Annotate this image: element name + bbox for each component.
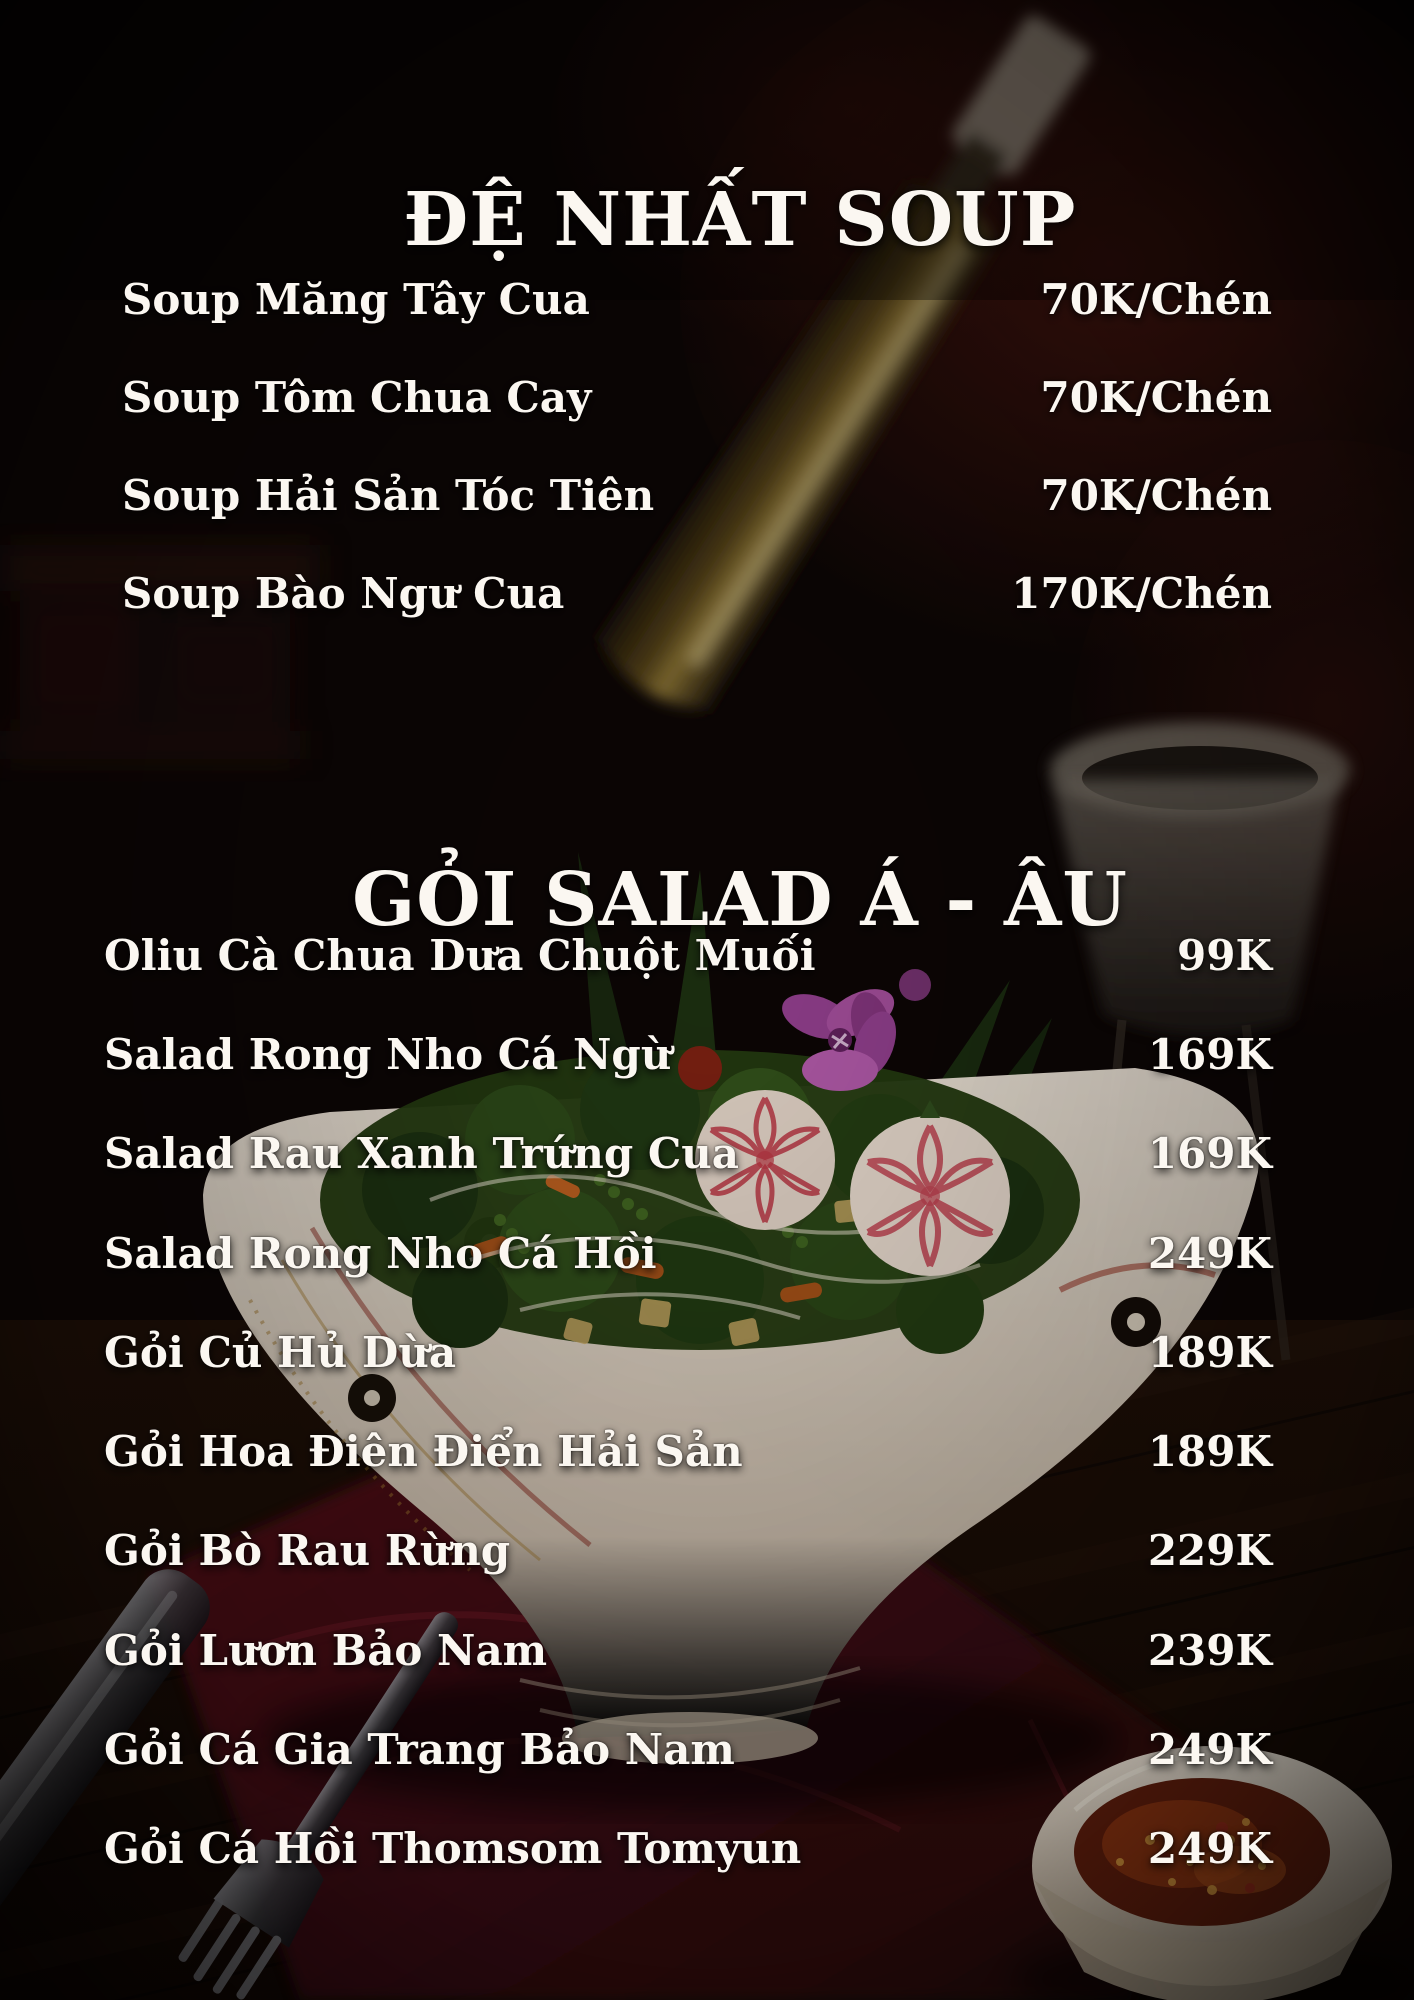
menu-item-row <box>0 447 1414 545</box>
item-name: Soup Măng Tây Cua <box>122 275 590 324</box>
item-price: 249K <box>1147 1725 1272 1775</box>
item-name: Soup Tôm Chua Cay <box>122 373 592 422</box>
soup-item-list <box>0 251 1414 643</box>
item-price: 239K <box>1147 1625 1272 1675</box>
menu-item-row <box>0 349 1414 447</box>
section-title-soup: ĐỆ NHẤT SOUP <box>403 176 1077 263</box>
salad-item-list <box>0 906 1414 1899</box>
item-name: Salad Rau Xanh Trứng Cua <box>104 1129 740 1179</box>
menu-item-row <box>0 1204 1414 1303</box>
menu-item-row <box>0 545 1414 643</box>
item-price: 70K/Chén <box>1040 373 1272 422</box>
item-name: Soup Hải Sản Tóc Tiên <box>122 471 655 520</box>
item-price: 169K <box>1147 1129 1272 1179</box>
item-price: 170K/Chén <box>1011 569 1272 618</box>
item-name: Soup Bào Ngư Cua <box>122 569 565 618</box>
item-price: 249K <box>1147 1228 1272 1278</box>
section-title-salad: GỎI SALAD Á - ÂU <box>352 856 1128 943</box>
menu-item-row <box>0 1502 1414 1601</box>
item-name: Gỏi Lươn Bảo Nam <box>104 1625 548 1675</box>
menu-item-row <box>0 1402 1414 1501</box>
menu-item-row <box>0 1005 1414 1104</box>
item-price: 70K/Chén <box>1040 275 1272 324</box>
item-name: Gỏi Củ Hủ Dừa <box>104 1327 457 1377</box>
item-name: Gỏi Bò Rau Rừng <box>104 1526 511 1576</box>
menu-item-row <box>0 1800 1414 1899</box>
item-name: Salad Rong Nho Cá Hồi <box>104 1228 657 1278</box>
item-name: Gỏi Cá Hồi Thomsom Tomyun <box>104 1824 802 1874</box>
menu-item-row <box>0 1601 1414 1700</box>
item-price: 189K <box>1147 1327 1272 1377</box>
item-price: 249K <box>1147 1824 1272 1874</box>
menu-item-row <box>0 1303 1414 1402</box>
menu-item-row <box>0 251 1414 349</box>
menu-item-row <box>0 1700 1414 1799</box>
menu-item-row <box>0 906 1414 1005</box>
item-name: Salad Rong Nho Cá Ngừ <box>104 1029 672 1079</box>
item-price: 70K/Chén <box>1040 471 1272 520</box>
item-price: 169K <box>1147 1029 1272 1079</box>
item-price: 229K <box>1147 1526 1272 1576</box>
item-name: Gỏi Hoa Điên Điển Hải Sản <box>104 1427 743 1477</box>
item-price: 99K <box>1177 930 1272 980</box>
item-price: 189K <box>1147 1427 1272 1477</box>
menu-item-row <box>0 1105 1414 1204</box>
item-name: Gỏi Cá Gia Trang Bảo Nam <box>104 1725 735 1775</box>
item-name: Oliu Cà Chua Dưa Chuột Muối <box>104 930 816 980</box>
